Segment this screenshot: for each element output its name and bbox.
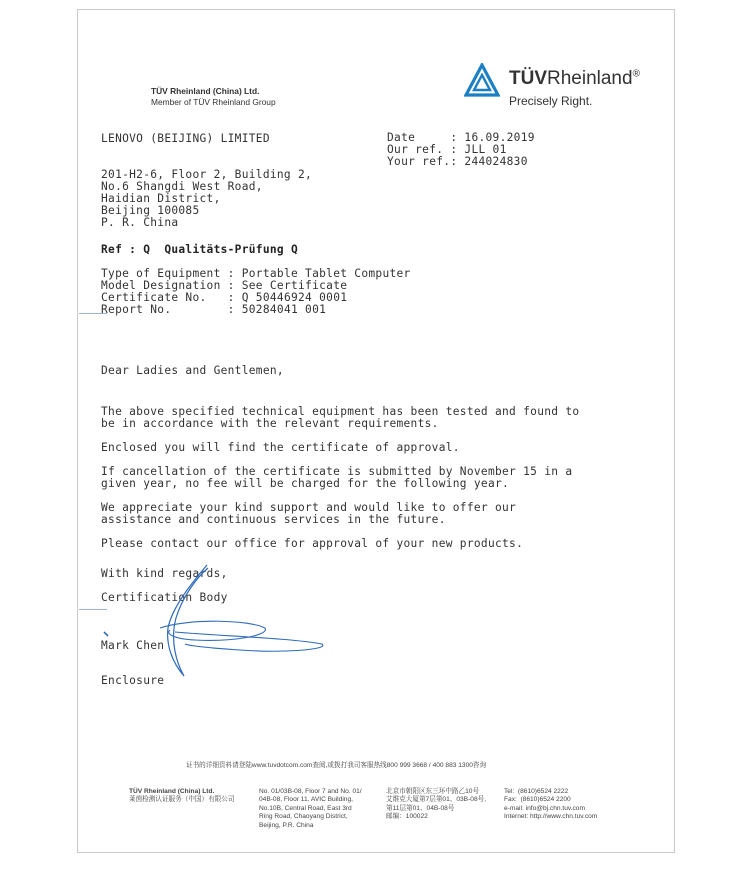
meta-your-ref: Your ref.: 244024830 xyxy=(387,155,528,168)
footer-notice: 证书的详细资料请登陆www.tuvdotcom.com查阅,或拨打我司客服热线800 999 3668 / 400 883 1300咨询 xyxy=(186,762,487,769)
brand-rheinland: Rheinland xyxy=(547,68,633,89)
brand-tuv: TÜV xyxy=(509,68,547,89)
footer-address-en: No. 01/03B-08, Floor 7 and No. 01/ 04B-08, Floor 11, AVIC Building, No.10B, Central Road, East 3rd Ring Road, Chaoyang District, Beijing, P.R. China xyxy=(259,788,362,829)
member-of-group: Member of TÜV Rheinland Group xyxy=(151,97,276,107)
enclosure-label: Enclosure xyxy=(101,674,165,687)
paragraph-2: Enclosed you will find the certificate of approval. xyxy=(101,441,460,454)
footer-address-cn: 北京市朝阳区东三环中路乙10号 艾维克大厦第7层第01、03B-08号, 第11层第01、04B-08号 邮编：100022 xyxy=(386,788,487,821)
signatory-body: Certification Body xyxy=(101,591,228,604)
footer-company-cn: 莱茵检测认证服务（中国）有限公司 xyxy=(129,796,235,804)
brand-registered: ® xyxy=(632,68,640,80)
tuv-logo xyxy=(464,62,644,112)
equipment-details xyxy=(101,268,411,316)
recipient-name: LENOVO (BEIJING) LIMITED xyxy=(101,132,270,145)
brand-tagline: Precisely Right. xyxy=(509,94,593,108)
footer-contact xyxy=(504,788,597,822)
paragraph-4: We appreciate your kind support and would like to offer our assistance and continuous services in the future. xyxy=(101,501,517,526)
address-line: Beijing 100085 xyxy=(101,204,200,217)
footer-company xyxy=(129,788,235,805)
subject-line: Ref : Q Qualitäts-Prüfung Q xyxy=(101,243,298,256)
address-line: No.6 Shangdi West Road, xyxy=(101,180,263,193)
detail-equipment-type: Type of Equipment : Portable Tablet Computer xyxy=(101,267,411,280)
footer-internet: Internet: http://www.chn.tuv.com xyxy=(504,813,598,821)
letter-meta xyxy=(387,132,535,168)
signatory-name: Mark Chen xyxy=(101,639,165,652)
meta-our-ref: Our ref. : JLL 01 xyxy=(387,143,507,156)
paragraph-1: The above specified technical equipment has been tested and found to be in accordance with the relevant requirements. xyxy=(101,405,580,430)
triangle-logo-icon xyxy=(464,63,500,97)
paragraph-5: Please contact our office for approval of your new products. xyxy=(101,537,524,550)
footer-email: e-mail: info@bj.chn.tuv.com xyxy=(504,804,585,812)
address-line: Haidian District, xyxy=(101,192,221,205)
address-line: 201-H2-6, Floor 2, Building 2, xyxy=(101,168,313,181)
address-line: P. R. China xyxy=(101,216,179,229)
fold-mark-bottom xyxy=(79,609,107,610)
footer-fax: Fax: (8610)6524 2200 xyxy=(504,796,571,804)
detail-certificate-no: Certificate No. : Q 50446924 0001 xyxy=(101,291,348,304)
footer-tel: Tel: (8610)6524 2222 xyxy=(504,788,569,795)
paragraph-3: If cancellation of the certificate is submitted by November 15 in a given year, no fee will be charged for the following year. xyxy=(101,465,573,490)
company-name: TÜV Rheinland (China) Ltd. xyxy=(151,86,260,96)
salutation: Dear Ladies and Gentlemen, xyxy=(101,364,284,377)
brand-wordmark xyxy=(509,68,640,90)
detail-report-no: Report No. : 50284041 001 xyxy=(101,303,327,316)
detail-model: Model Designation : See Certificate xyxy=(101,279,348,292)
closing: With kind regards, xyxy=(101,567,228,580)
footer-company-en: TÜV Rheinland (China) Ltd. xyxy=(129,788,215,795)
recipient-address xyxy=(101,169,312,229)
meta-date: Date : 16.09.2019 xyxy=(387,131,535,144)
